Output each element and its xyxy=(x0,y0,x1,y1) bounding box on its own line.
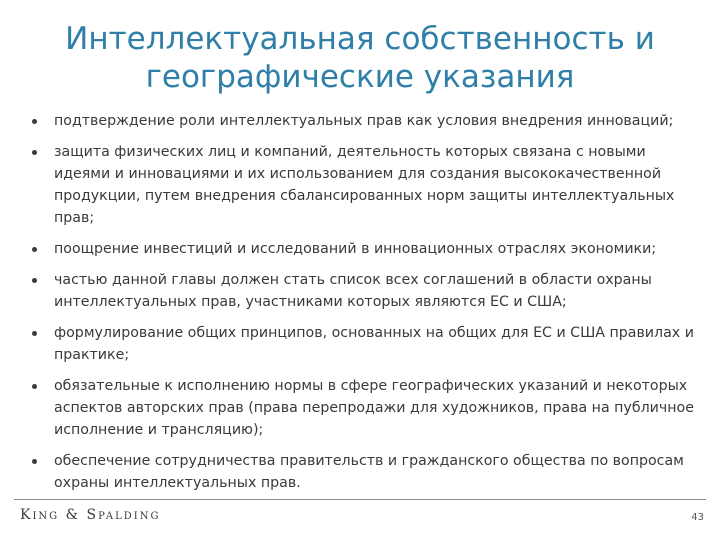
bullet-text: обязательные к исполнению нормы в сфере географических указаний и некоторых аспектов авторских прав (права перепродажи для художников, права на публичное исполнение и трансляцию); xyxy=(54,378,694,438)
bullet-item xyxy=(30,141,695,229)
bullet-list xyxy=(30,110,695,503)
slide-title-line-2: географические указания xyxy=(145,59,575,95)
bullet-dot-icon xyxy=(32,247,37,252)
slide-title-line-1: Интеллектуальная собственность и xyxy=(65,21,655,57)
bullet-dot-icon xyxy=(32,331,37,336)
bullet-text: поощрение инвестиций и исследований в инновационных отраслях экономики; xyxy=(54,241,657,257)
bullet-item xyxy=(30,322,695,366)
bullet-dot-icon xyxy=(32,119,37,124)
bullet-text: формулирование общих принципов, основанных на общих для ЕС и США правилах и практике; xyxy=(54,325,694,363)
page-number: 43 xyxy=(691,512,704,523)
bullet-text: защита физических лиц и компаний, деятельность которых связана с новыми идеями и инновациями и их использованием для создания высококачественной продукции, путем внедрения сбалансированных норм защиты интеллектуальных прав; xyxy=(54,144,675,226)
bullet-text: обеспечение сотрудничества правительств и гражданского общества по вопросам охраны интеллектуальных прав. xyxy=(54,453,684,491)
bullet-dot-icon xyxy=(32,278,37,283)
bullet-dot-icon xyxy=(32,459,37,464)
bullet-item xyxy=(30,450,695,494)
bullet-dot-icon xyxy=(32,150,37,155)
bullet-item xyxy=(30,375,695,441)
slide-title xyxy=(40,20,680,96)
company-logo: King & Spalding xyxy=(20,507,161,523)
bullet-text: подтверждение роли интеллектуальных прав как условия внедрения инноваций; xyxy=(54,113,674,129)
bullet-item xyxy=(30,269,695,313)
footer-divider xyxy=(14,499,706,500)
bullet-text: частью данной главы должен стать список всех соглашений в области охраны интеллектуальных прав, участниками которых являются ЕС и США; xyxy=(54,272,652,310)
bullet-dot-icon xyxy=(32,384,37,389)
bullet-item xyxy=(30,110,695,132)
bullet-item xyxy=(30,238,695,260)
